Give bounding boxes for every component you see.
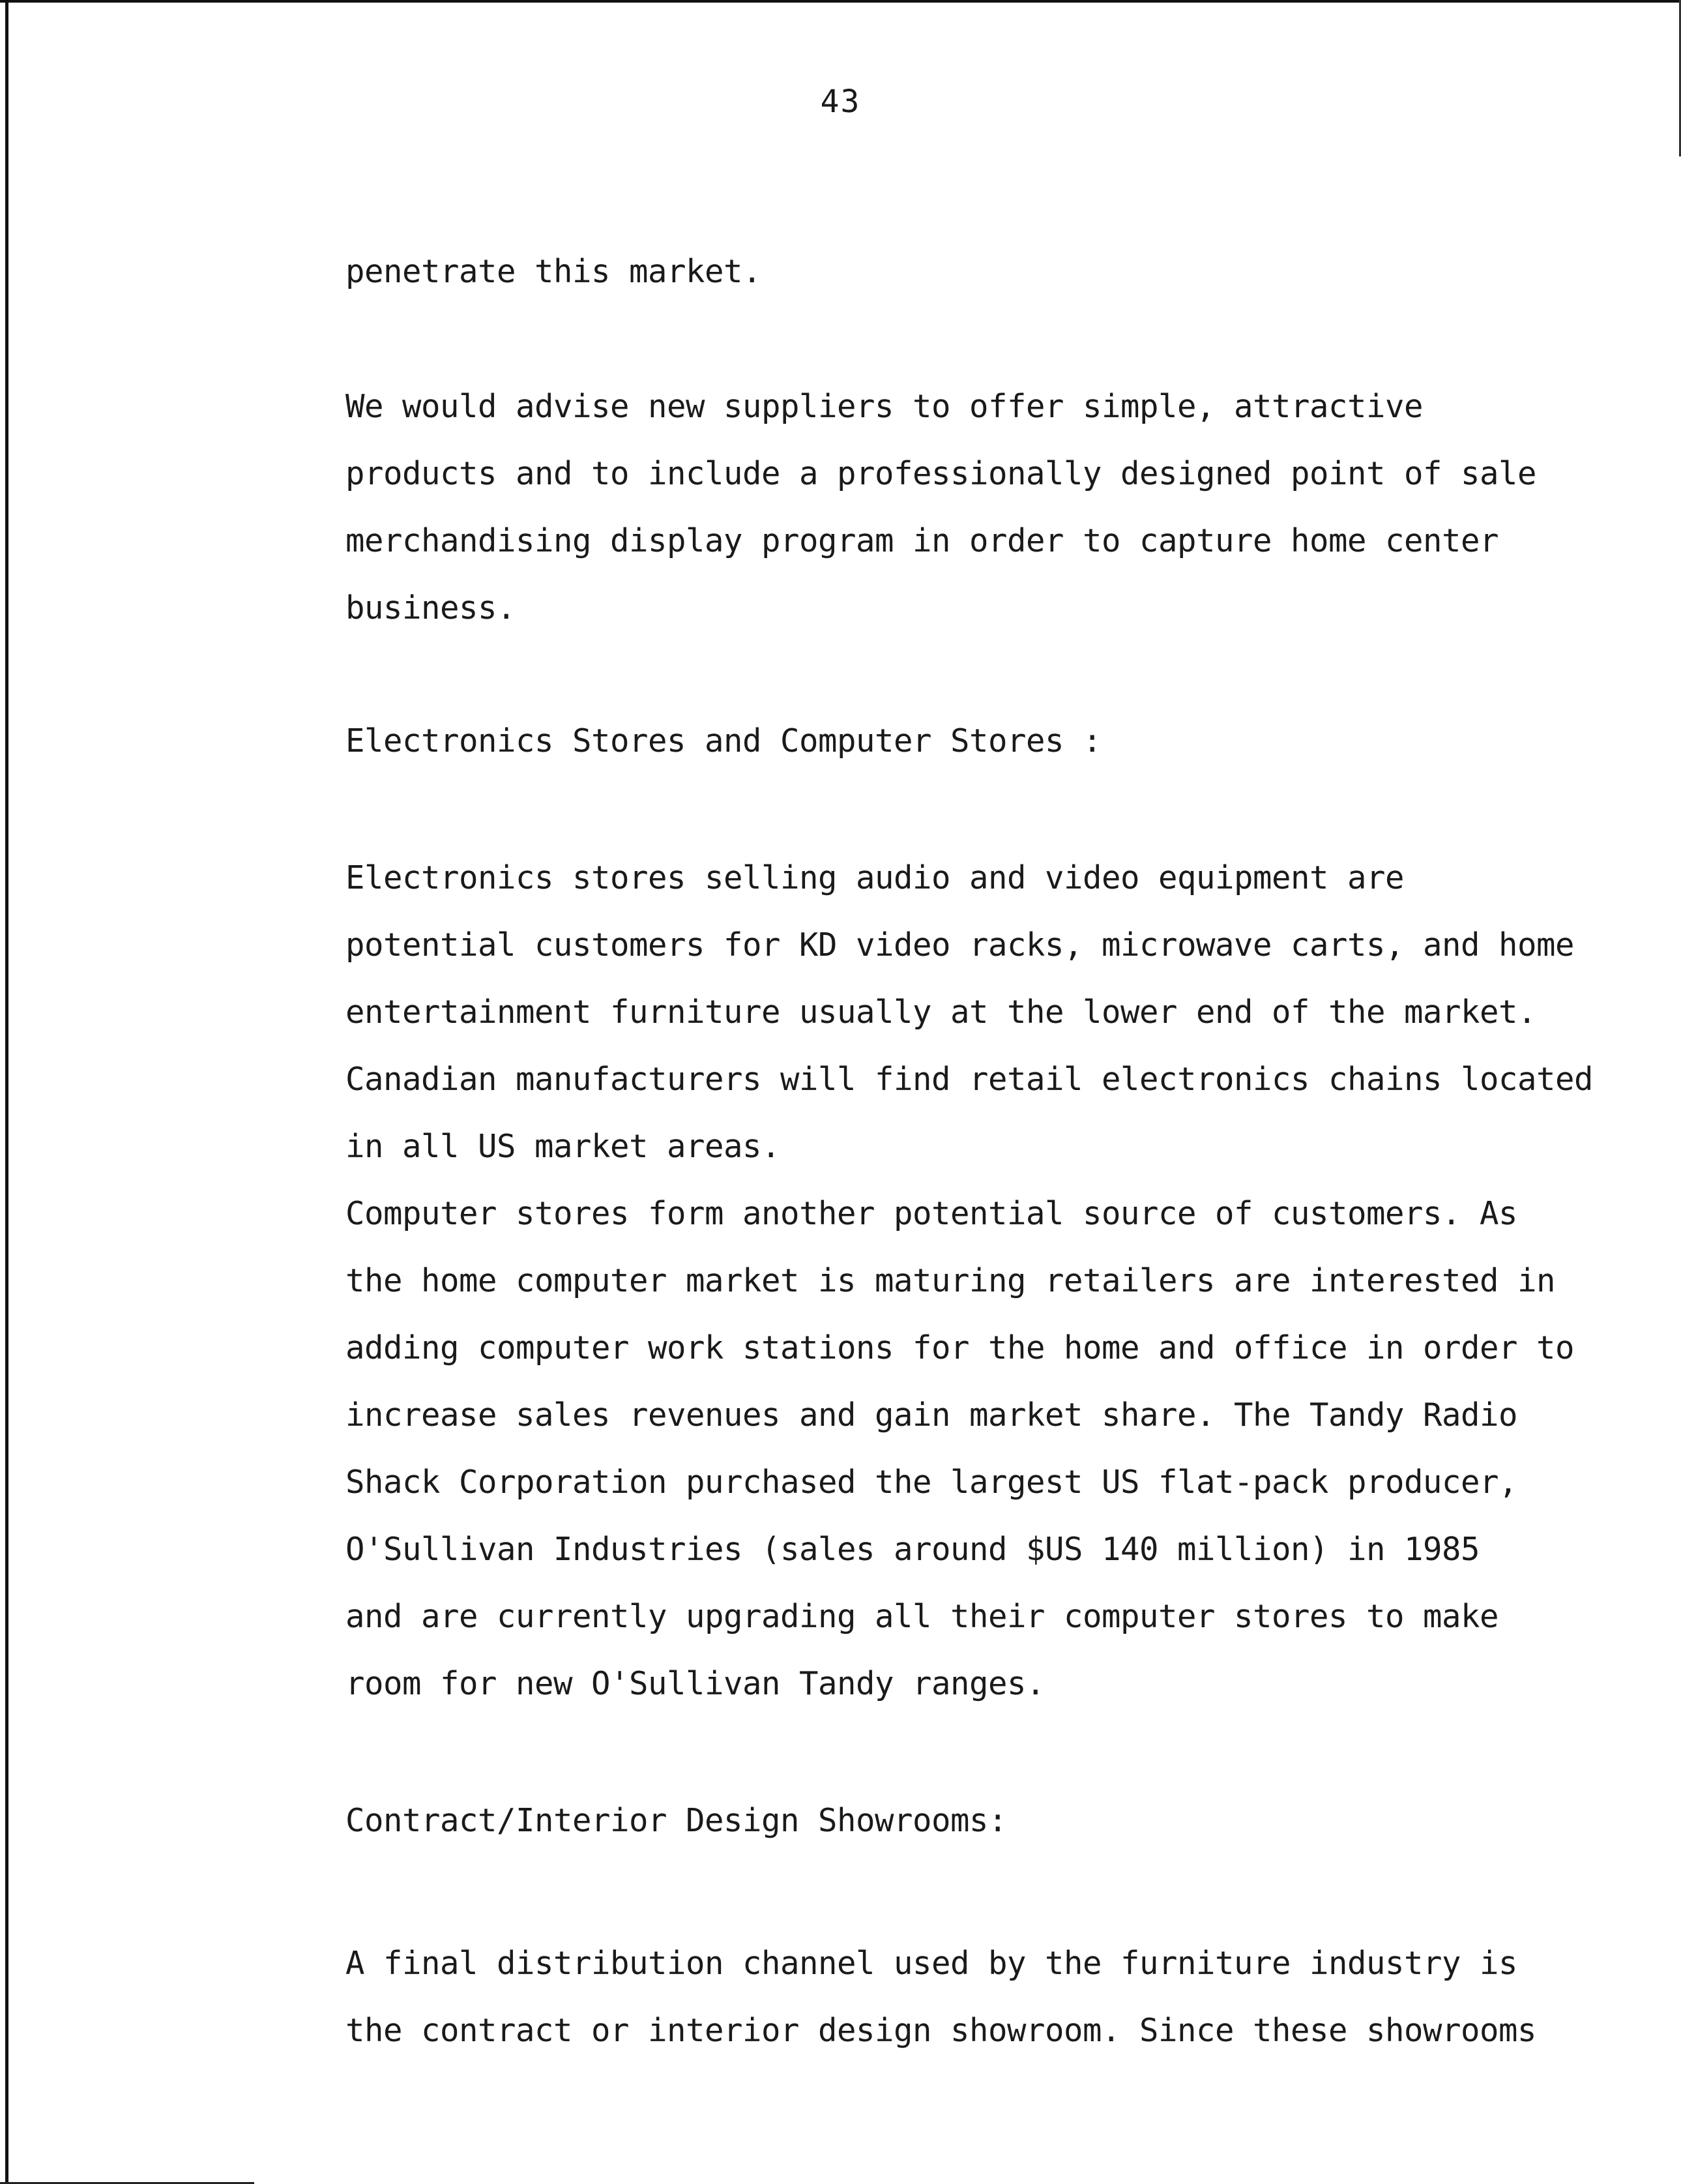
text-line: adding computer work stations for the home and office in order to [345, 1329, 1575, 1366]
paragraph-electronics [345, 844, 1636, 1717]
text-line: products and to include a professionally designed point of sale [345, 455, 1537, 492]
text-line: O'Sullivan Industries (sales around $US 140 million) in 1985 [345, 1531, 1480, 1568]
paragraph-contract [345, 1930, 1636, 2064]
paragraph-intro [345, 238, 1636, 305]
scan-edge-top [0, 0, 1681, 3]
section-heading-contract: Contract/Interior Design Showrooms: [345, 1802, 1008, 1839]
text-line: penetrate this market. [345, 253, 762, 290]
text-line: Shack Corporation purchased the largest US flat-pack producer, [345, 1464, 1518, 1501]
section-heading-electronics: Electronics Stores and Computer Stores : [345, 722, 1102, 760]
page-number: 43 [820, 83, 861, 120]
text-line: business. [345, 589, 516, 627]
text-line: Electronics stores selling audio and video equipment are [345, 859, 1405, 896]
text-line: merchandising display program in order to capture home center [345, 522, 1499, 559]
scan-edge-left [5, 0, 8, 2184]
text-line: in all US market areas. [345, 1128, 781, 1165]
text-line: potential customers for KD video racks, microwave carts, and home [345, 926, 1575, 964]
text-line: the contract or interior design showroom. Since these showrooms [345, 2012, 1537, 2049]
text-line: room for new O'Sullivan Tandy ranges. [345, 1665, 1045, 1702]
text-line: the home computer market is maturing retailers are interested in [345, 1262, 1556, 1299]
text-line: increase sales revenues and gain market share. The Tandy Radio [345, 1396, 1518, 1434]
text-line: Computer stores form another potential source of customers. As [345, 1195, 1518, 1232]
text-line: and are currently upgrading all their computer stores to make [345, 1598, 1499, 1635]
paragraph-advice [345, 373, 1636, 642]
text-line: A final distribution channel used by the furniture industry is [345, 1945, 1518, 1982]
text-line: We would advise new suppliers to offer simple, attractive [345, 388, 1424, 425]
text-line: Canadian manufacturers will find retail electronics chains located [345, 1061, 1594, 1098]
text-line: entertainment furniture usually at the lower end of the market. [345, 994, 1537, 1031]
